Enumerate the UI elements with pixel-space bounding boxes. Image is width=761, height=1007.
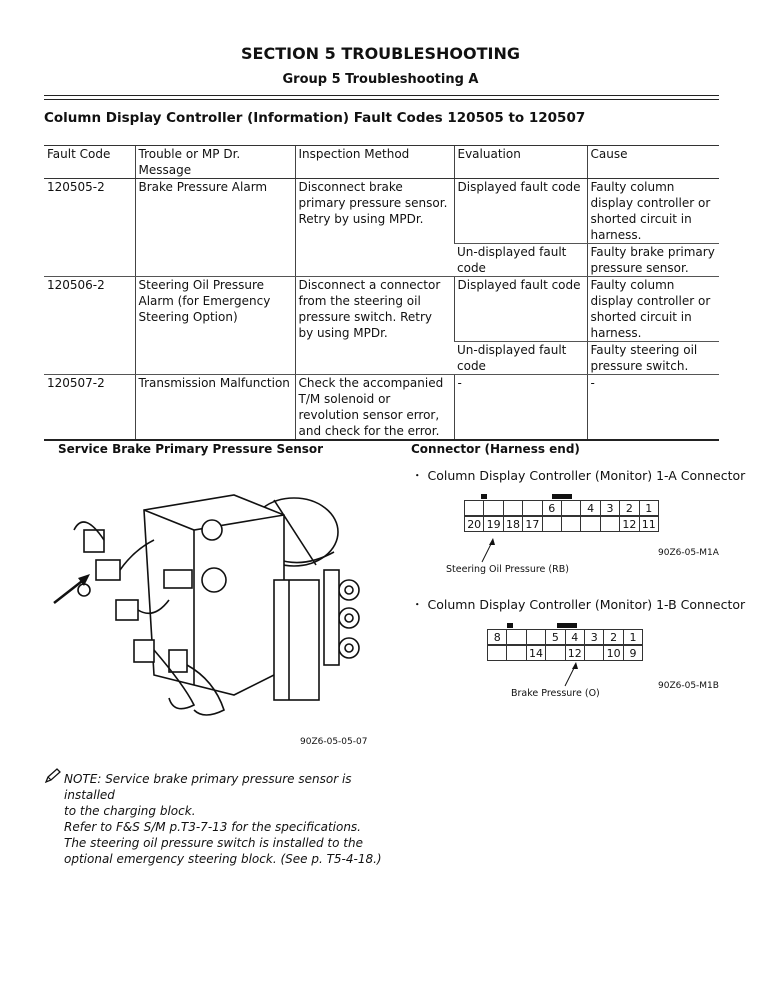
pointer-arrow-icon (54, 574, 90, 603)
connector-a-ref: 90Z6-05-M1A (658, 548, 719, 558)
note-line: to the charging block. (64, 804, 196, 818)
connector-b-ref: 90Z6-05-M1B (658, 681, 719, 691)
connector-pin: 6 (542, 500, 562, 516)
left-figure-ref: 90Z6-05-05-07 (300, 737, 368, 747)
column-header: Evaluation (454, 146, 587, 179)
connector-b-label: Column Display Controller (Monitor) 1-B Connector (427, 597, 746, 612)
fault-code: 120505-2 (44, 179, 135, 277)
inspection-method: Disconnect brake primary pressure sensor. Retry by using MPDr. (295, 179, 454, 277)
connector-pin: 4 (565, 629, 585, 645)
connector-pin: 3 (584, 629, 604, 645)
connector-b-callout-arrow (563, 660, 593, 688)
connector-pin: 5 (545, 629, 565, 645)
connector-pin (600, 516, 620, 532)
connector-b-label-line (411, 595, 745, 613)
connector-a-callout: Steering Oil Pressure (RB) (446, 564, 569, 575)
note-line: Refer to F&S S/M p.T3-7-13 for the specifications. (64, 820, 361, 834)
column-header: Trouble or MP Dr. Message (135, 146, 295, 179)
fault-code-table (44, 145, 719, 441)
connector-pin (561, 500, 581, 516)
connector-pin: 11 (639, 516, 659, 532)
connector-pin (503, 500, 523, 516)
double-rule (44, 95, 719, 100)
connector-key-tab (552, 494, 572, 499)
connector-pin: 12 (619, 516, 639, 532)
evaluation: Displayed fault code (454, 179, 587, 244)
connector-pin (506, 629, 526, 645)
connector-a-label: Column Display Controller (Monitor) 1-A Connector (427, 468, 746, 483)
connector-pin (580, 516, 600, 532)
connector-pin: 18 (503, 516, 523, 532)
connector-pin: 4 (580, 500, 600, 516)
table-row (44, 179, 719, 244)
connector-pin (526, 629, 546, 645)
note-line: NOTE: Service brake primary pressure sensor is installed (64, 772, 352, 802)
connector-pin: 8 (487, 629, 507, 645)
section-title: SECTION 5 TROUBLESHOOTING (241, 44, 520, 63)
fault-code: 120507-2 (44, 375, 135, 441)
connector-pin: 1 (639, 500, 659, 516)
cause: Faulty steering oil pressure switch. (587, 342, 719, 375)
connector-pin: 9 (623, 645, 643, 661)
column-header: Fault Code (44, 146, 135, 179)
note-line: The steering oil pressure switch is installed to the (64, 836, 363, 850)
connector-pin (483, 500, 503, 516)
bullet-icon: ・ (411, 597, 424, 612)
table-row (44, 277, 719, 342)
note-line: optional emergency steering block. (See p. T5-4-18.) (64, 852, 382, 866)
connector-pin (542, 516, 562, 532)
trouble-message: Brake Pressure Alarm (135, 179, 295, 277)
column-header: Inspection Method (295, 146, 454, 179)
table-row (44, 375, 719, 441)
connector-pin: 12 (565, 645, 585, 661)
evaluation: Un-displayed fault code (454, 244, 587, 277)
fault-code: 120506-2 (44, 277, 135, 375)
cause: - (587, 375, 719, 441)
cause: Faulty brake primary pressure sensor. (587, 244, 719, 277)
cause: Faulty column display controller or shorted circuit in harness. (587, 277, 719, 342)
table-header-row (44, 146, 719, 179)
connector-pin (506, 645, 526, 661)
connector-heading: Connector (Harness end) (411, 442, 580, 456)
inspection-method: Check the accompanied T/M solenoid or revolution sensor error, and check for the error. (295, 375, 454, 441)
connector-key-tab (557, 623, 577, 628)
table-title: Column Display Controller (Information) Fault Codes 120505 to 120507 (44, 110, 586, 126)
trouble-message: Steering Oil Pressure Alarm (for Emergency Steering Option) (135, 277, 295, 375)
connector-key-tab (507, 623, 513, 628)
cause: Faulty column display controller or shorted circuit in harness. (587, 179, 719, 244)
group-title: Group 5 Troubleshooting A (282, 72, 479, 87)
evaluation: - (454, 375, 587, 441)
connector-pin (487, 645, 507, 661)
brake-sensor-illustration (44, 470, 374, 730)
evaluation: Displayed fault code (454, 277, 587, 342)
connector-pin: 20 (464, 516, 484, 532)
connector-pin (561, 516, 581, 532)
connector-pin: 2 (619, 500, 639, 516)
connector-a-label-line (411, 466, 745, 484)
column-header: Cause (587, 146, 719, 179)
connector-key-tab (481, 494, 487, 499)
left-figure-caption: Service Brake Primary Pressure Sensor (58, 442, 324, 456)
connector-pin (522, 500, 542, 516)
connector-pin: 3 (600, 500, 620, 516)
evaluation: Un-displayed fault code (454, 342, 587, 375)
connector-pin: 17 (522, 516, 542, 532)
connector-pin: 14 (526, 645, 546, 661)
inspection-method: Disconnect a connector from the steering oil pressure switch. Retry by using MPDr. (295, 277, 454, 375)
connector-a-callout-arrow (480, 536, 510, 564)
connector-pin (545, 645, 565, 661)
connector-pin: 10 (603, 645, 623, 661)
connector-pin: 1 (623, 629, 643, 645)
connector-pin (584, 645, 604, 661)
trouble-message: Transmission Malfunction (135, 375, 295, 441)
connector-pin: 2 (603, 629, 623, 645)
connector-pin: 19 (483, 516, 503, 532)
note-block (44, 771, 384, 867)
connector-b-callout: Brake Pressure (O) (511, 688, 600, 699)
bullet-icon: ・ (411, 468, 424, 483)
connector-pin (464, 500, 484, 516)
